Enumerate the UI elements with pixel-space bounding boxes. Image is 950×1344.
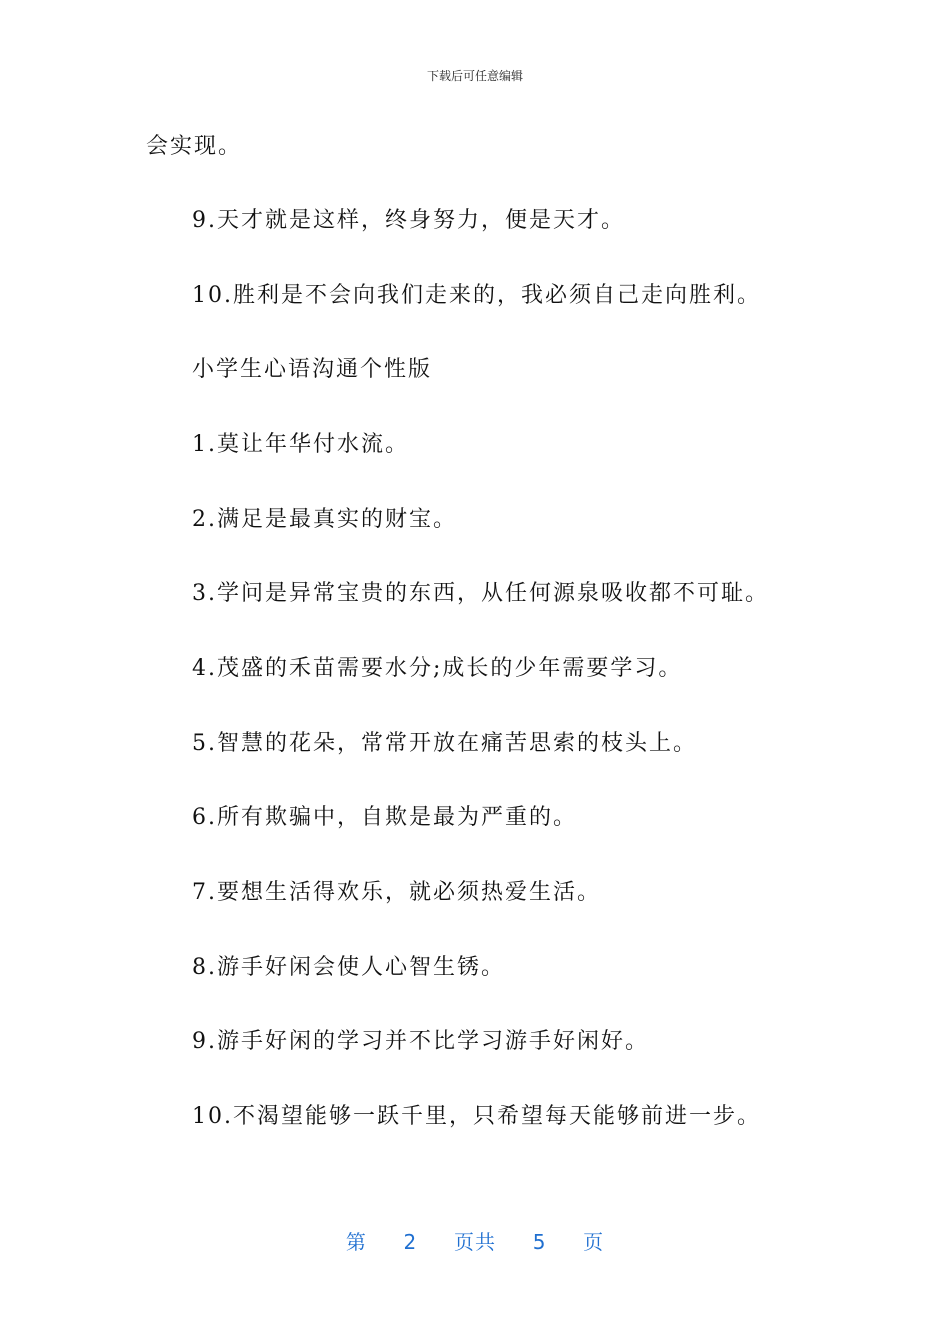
page-footer [0,1226,950,1255]
list-item: 9.游手好闲的学习并不比学习游手好闲好。 [192,1029,649,1054]
list-item: 4.茂盛的禾苗需要水分;成长的少年需要学习。 [192,656,683,681]
list-item: 9.天才就是这样，终身努力，便是天才。 [192,208,625,233]
section-heading: 小学生心语沟通个性版 [192,357,433,382]
list-item: 7.要想生活得欢乐，就必须热爱生活。 [192,880,601,905]
footer-middle: 页共 [454,1230,496,1254]
header-note: 下载后可任意编辑 [426,69,523,83]
total-page-count: 5 [532,1230,547,1254]
list-item: 2.满足是最真实的财宝。 [192,507,457,532]
list-item: 10.不渴望能够一跃千里，只希望每天能够前进一步。 [192,1104,761,1129]
list-item: 1.莫让年华付水流。 [192,432,409,457]
list-item: 5.智慧的花朵，常常开放在痛苦思索的枝头上。 [192,731,697,756]
list-item: 3.学问是异常宝贵的东西，从任何源泉吸收都不可耻。 [192,581,769,606]
footer-prefix: 第 [345,1230,367,1254]
footer-suffix: 页 [583,1230,605,1254]
list-item: 10.胜利是不会向我们走来的，我必须自己走向胜利。 [192,283,761,308]
current-page-number: 2 [403,1230,418,1254]
paragraph-continuation: 会实现。 [146,134,243,159]
list-item: 8.游手好闲会使人心智生锈。 [192,955,505,980]
list-item: 6.所有欺骗中，自欺是最为严重的。 [192,805,577,830]
